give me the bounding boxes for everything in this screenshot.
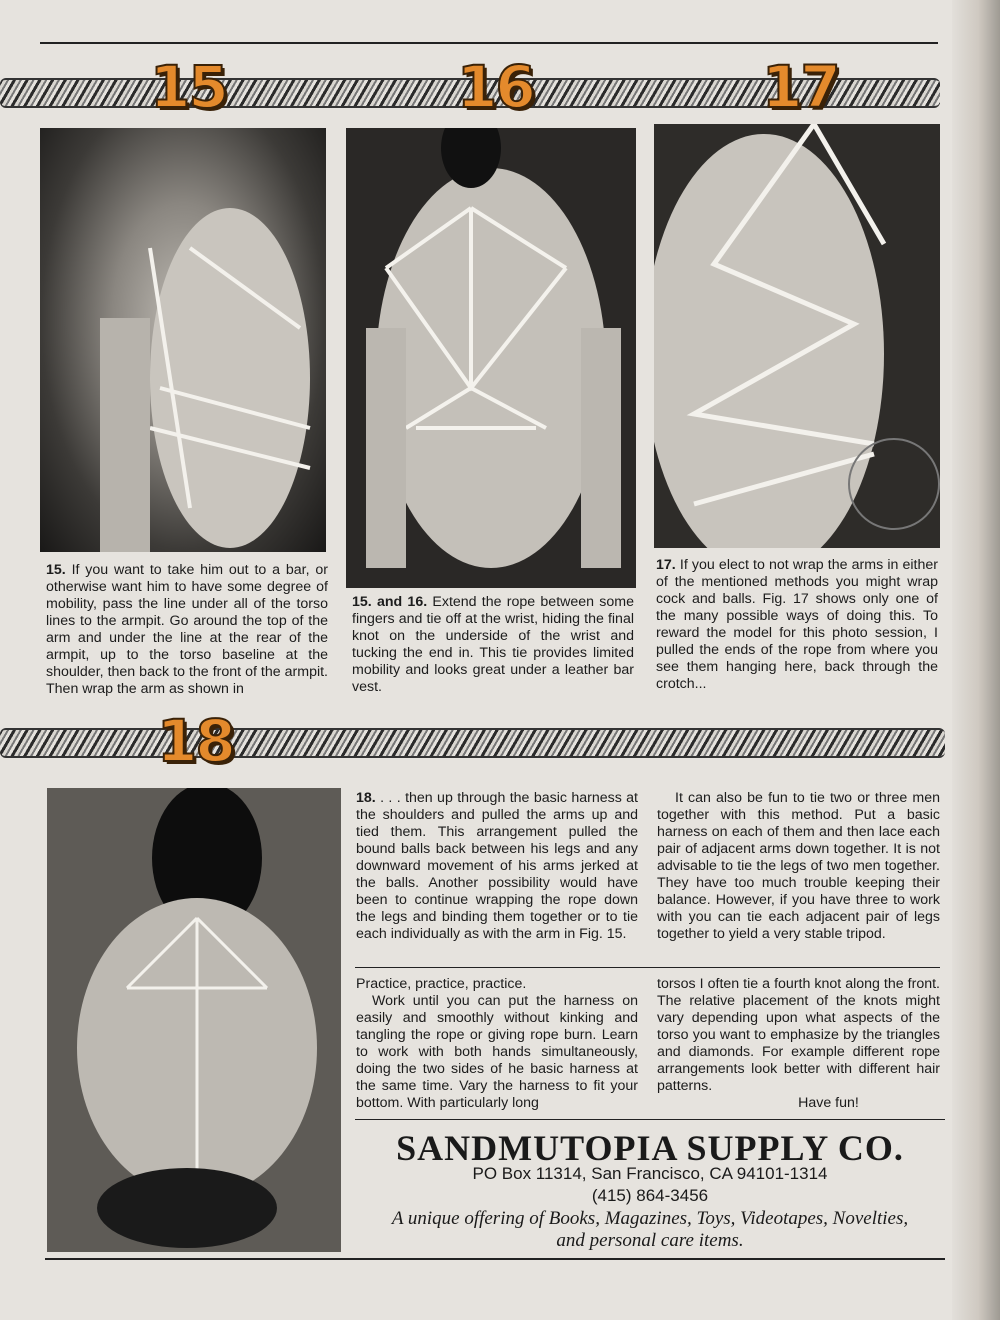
caption-torsos	[657, 976, 940, 1112]
ad-company-name: SANDMUTOPIA SUPPLY CO.	[396, 1128, 904, 1168]
caption-figure-17-text: If you elect to not wrap the arms in either of the mentioned methods you might wrap cock and balls. Fig. 17 shows only one of the many possible ways of doing this. To reward the model for this photo session, I pulled the ends of the rope from where you see them hanging here, back through the crotch...	[656, 557, 938, 692]
caption-multiple-men: It can also be fun to tie two or three men together with this method. Put a basic harness on each of them and then lace each pair of adjacent arms down together. It is not advisable to tie the legs of two men together. They have too much trouble keeping their balance. However, if you have three to work with you can tie each adjacent pair of legs together to yield a very stable tripod.	[657, 790, 940, 942]
caption-figure-17-number: 17.	[656, 557, 676, 573]
ad-phone: (415) 864-3456	[591, 1186, 709, 1205]
top-rule	[40, 42, 938, 44]
caption-figure-17	[656, 557, 938, 693]
caption-figure-18-text: . . . then up through the basic harness at the shoulders and pulled the arms up and tied them. This arrangement pulled the bound balls back between his legs and any downward movement of his arms jerked at the balls. Another possibility would have been to continue wrapping the rope down the legs and binding them together or to tie each individually as with the arm in Fig. 15.	[356, 790, 638, 942]
page-edge-shadow	[952, 0, 1000, 1320]
bottom-rule	[45, 1258, 945, 1260]
caption-figure-15-number: 15.	[46, 562, 66, 578]
caption-practice-heading: Practice, practice, practice.	[356, 976, 527, 992]
caption-figure-18-number: 18.	[356, 790, 376, 806]
figure-number-18: 18	[157, 707, 234, 775]
photo-figure-18	[47, 788, 341, 1252]
figure-number-16: 16	[457, 53, 534, 121]
caption-figure-18	[356, 790, 638, 943]
ad-tagline-line-2: and personal care items.	[556, 1230, 744, 1251]
figure-number-17: 17	[762, 53, 839, 121]
caption-figure-16	[352, 594, 634, 696]
figure-number-15: 15	[150, 53, 227, 121]
caption-torsos-body: torsos I often tie a fourth knot along the front. The relative placement of the knots might vary depending upon what aspects of the torso you want to emphasize by the triangles and diamonds. For example different rope arrangements look better with different hair patterns.	[657, 976, 940, 1094]
caption-figure-16-number: 15. and 16.	[352, 594, 428, 610]
ad-tagline-line-1: A unique offering of Books, Magazines, Toys, Videotapes, Novelties,	[391, 1208, 909, 1229]
rope-band-middle	[0, 728, 945, 758]
caption-practice-body: Work until you can put the harness on easily and smoothly without kinking and tangling the rope or giving rope burn. Learn to work with both hands simultaneously, doing the two sides of he basic harness at the same time. Vary the harness to fit your bottom. With particularly long	[356, 993, 638, 1111]
caption-figure-15	[46, 562, 328, 698]
practice-rule	[355, 967, 940, 968]
caption-figure-15-text: If you want to take him out to a bar, or otherwise want him to have some degree of mobility, pass the line under all of the torso lines to the armpit. Go around the top of the arm and under the line at the rear of the armpit, up to the torso baseline at the shoulder, then back to the front of the armpit. Then wrap the arm as shown in	[46, 562, 328, 697]
ad-top-rule	[355, 1119, 945, 1120]
photo-figure-15	[40, 128, 326, 552]
ad-address: PO Box 11314, San Francisco, CA 94101-1314	[472, 1164, 828, 1183]
caption-practice	[356, 976, 638, 1112]
photo-figure-16	[346, 128, 636, 588]
caption-have-fun: Have fun!	[798, 1095, 859, 1111]
photo-figure-17	[654, 124, 940, 548]
caption-figure-16-text: Extend the rope between some fingers and tie off at the wrist, hiding the final knot on the underside of the wrist and tucking the end in. This tie provides limited mobility and looks great under a leather bar vest.	[352, 594, 634, 695]
